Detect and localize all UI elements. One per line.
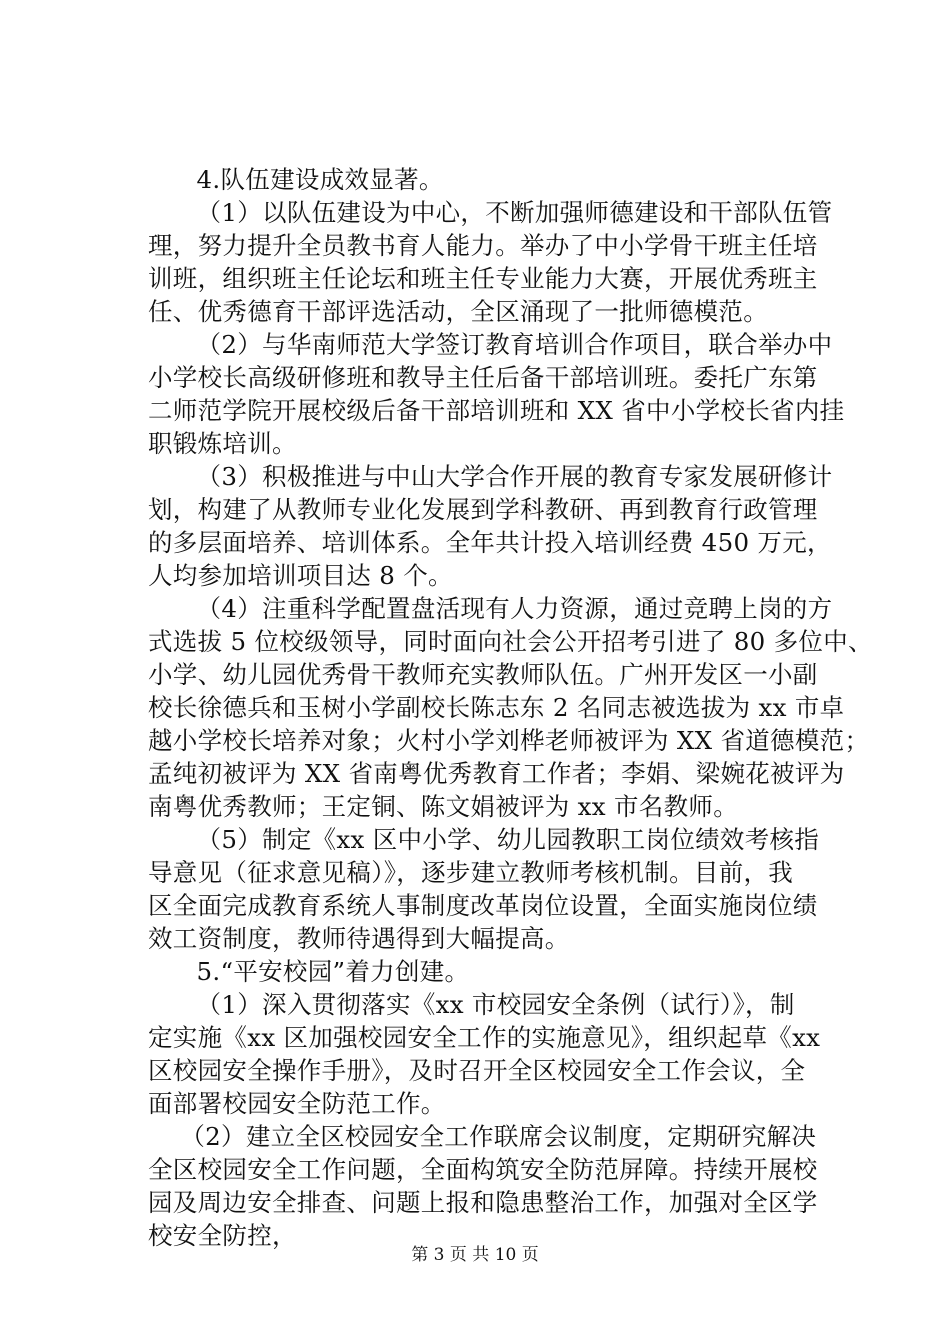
text-line: 区校园安全操作手册》，及时召开全区校园安全工作会议，全 <box>148 1056 806 1085</box>
text-line: （1）以队伍建设为中心，不断加强师德建设和干部队伍管 <box>148 198 833 227</box>
document-body <box>148 163 873 1252</box>
text-line: 面部署校园安全防范工作。 <box>148 1089 446 1118</box>
text-line: 5.“平安校园”着力创建。 <box>148 957 470 986</box>
text-line: 导意见（征求意见稿）》，逐步建立教师考核机制。目前，我 <box>148 858 794 887</box>
text-line: 校长徐德兵和玉树小学副校长陈志东 2 名同志被选拔为 xx 市卓 <box>148 693 845 722</box>
text-line: （2）建立全区校园安全工作联席会议制度，定期研究解决 <box>148 1122 817 1151</box>
text-line: 区全面完成教育系统人事制度改革岗位设置，全面实施岗位绩 <box>148 891 818 920</box>
text-line: （3）积极推进与中山大学合作开展的教育专家发展研修计 <box>148 462 833 491</box>
text-line: 任、优秀德育干部评选活动，全区涌现了一批师德模范。 <box>148 297 768 326</box>
text-line: 人均参加培训项目达 8 个。 <box>148 561 453 590</box>
text-line: 校安全防控， <box>148 1221 297 1250</box>
text-line: （1）深入贯彻落实《xx 市校园安全条例（试行）》，制 <box>148 990 795 1019</box>
text-line: 理，努力提升全员教书育人能力。举办了中小学骨干班主任培 <box>148 231 818 260</box>
text-line: 南粤优秀教师；王定铜、陈文娟被评为 xx 市名教师。 <box>148 792 739 821</box>
text-line: 效工资制度，教师待遇得到大幅提高。 <box>148 924 570 953</box>
text-line: 小学校长高级研修班和教导主任后备干部培训班。委托广东第 <box>148 363 818 392</box>
text-line: 园及周边安全排查、问题上报和隐患整治工作，加强对全区学 <box>148 1188 818 1217</box>
text-line: 小学、幼儿园优秀骨干教师充实教师队伍。广州开发区一小副 <box>148 660 818 689</box>
text-line: 4.队伍建设成效显著。 <box>148 165 444 194</box>
text-line: （5）制定《xx 区中小学、幼儿园教职工岗位绩效考核指 <box>148 825 820 854</box>
text-line: 越小学校长培养对象；火村小学刘桦老师被评为 XX 省道德模范； <box>148 726 870 755</box>
text-line: 孟纯初被评为 XX 省南粤优秀教育工作者；李娟、梁婉花被评为 <box>148 759 845 788</box>
text-line: 式选拔 5 位校级领导，同时面向社会公开招考引进了 80 多位中、 <box>148 627 873 656</box>
text-line: （2）与华南师范大学签订教育培训合作项目，联合举办中 <box>148 330 833 359</box>
text-line: 定实施《xx 区加强校园安全工作的实施意见》，组织起草《xx <box>148 1023 821 1052</box>
text-line: 的多层面培养、培训体系。全年共计投入培训经费 450 万元， <box>148 528 832 557</box>
text-line: 二师范学院开展校级后备干部培训班和 XX 省中小学校长省内挂 <box>148 396 845 425</box>
text-line: 训班，组织班主任论坛和班主任专业能力大赛，开展优秀班主 <box>148 264 818 293</box>
text-line: 全区校园安全工作问题，全面构筑安全防范屏障。持续开展校 <box>148 1155 818 1184</box>
text-line: （4）注重科学配置盘活现有人力资源，通过竞聘上岗的方 <box>148 594 833 623</box>
page-footer: 第 3 页 共 10 页 <box>411 1245 539 1265</box>
text-line: 划，构建了从教师专业化发展到学科教研、再到教育行政管理 <box>148 495 818 524</box>
text-line: 职锻炼培训。 <box>148 429 297 458</box>
